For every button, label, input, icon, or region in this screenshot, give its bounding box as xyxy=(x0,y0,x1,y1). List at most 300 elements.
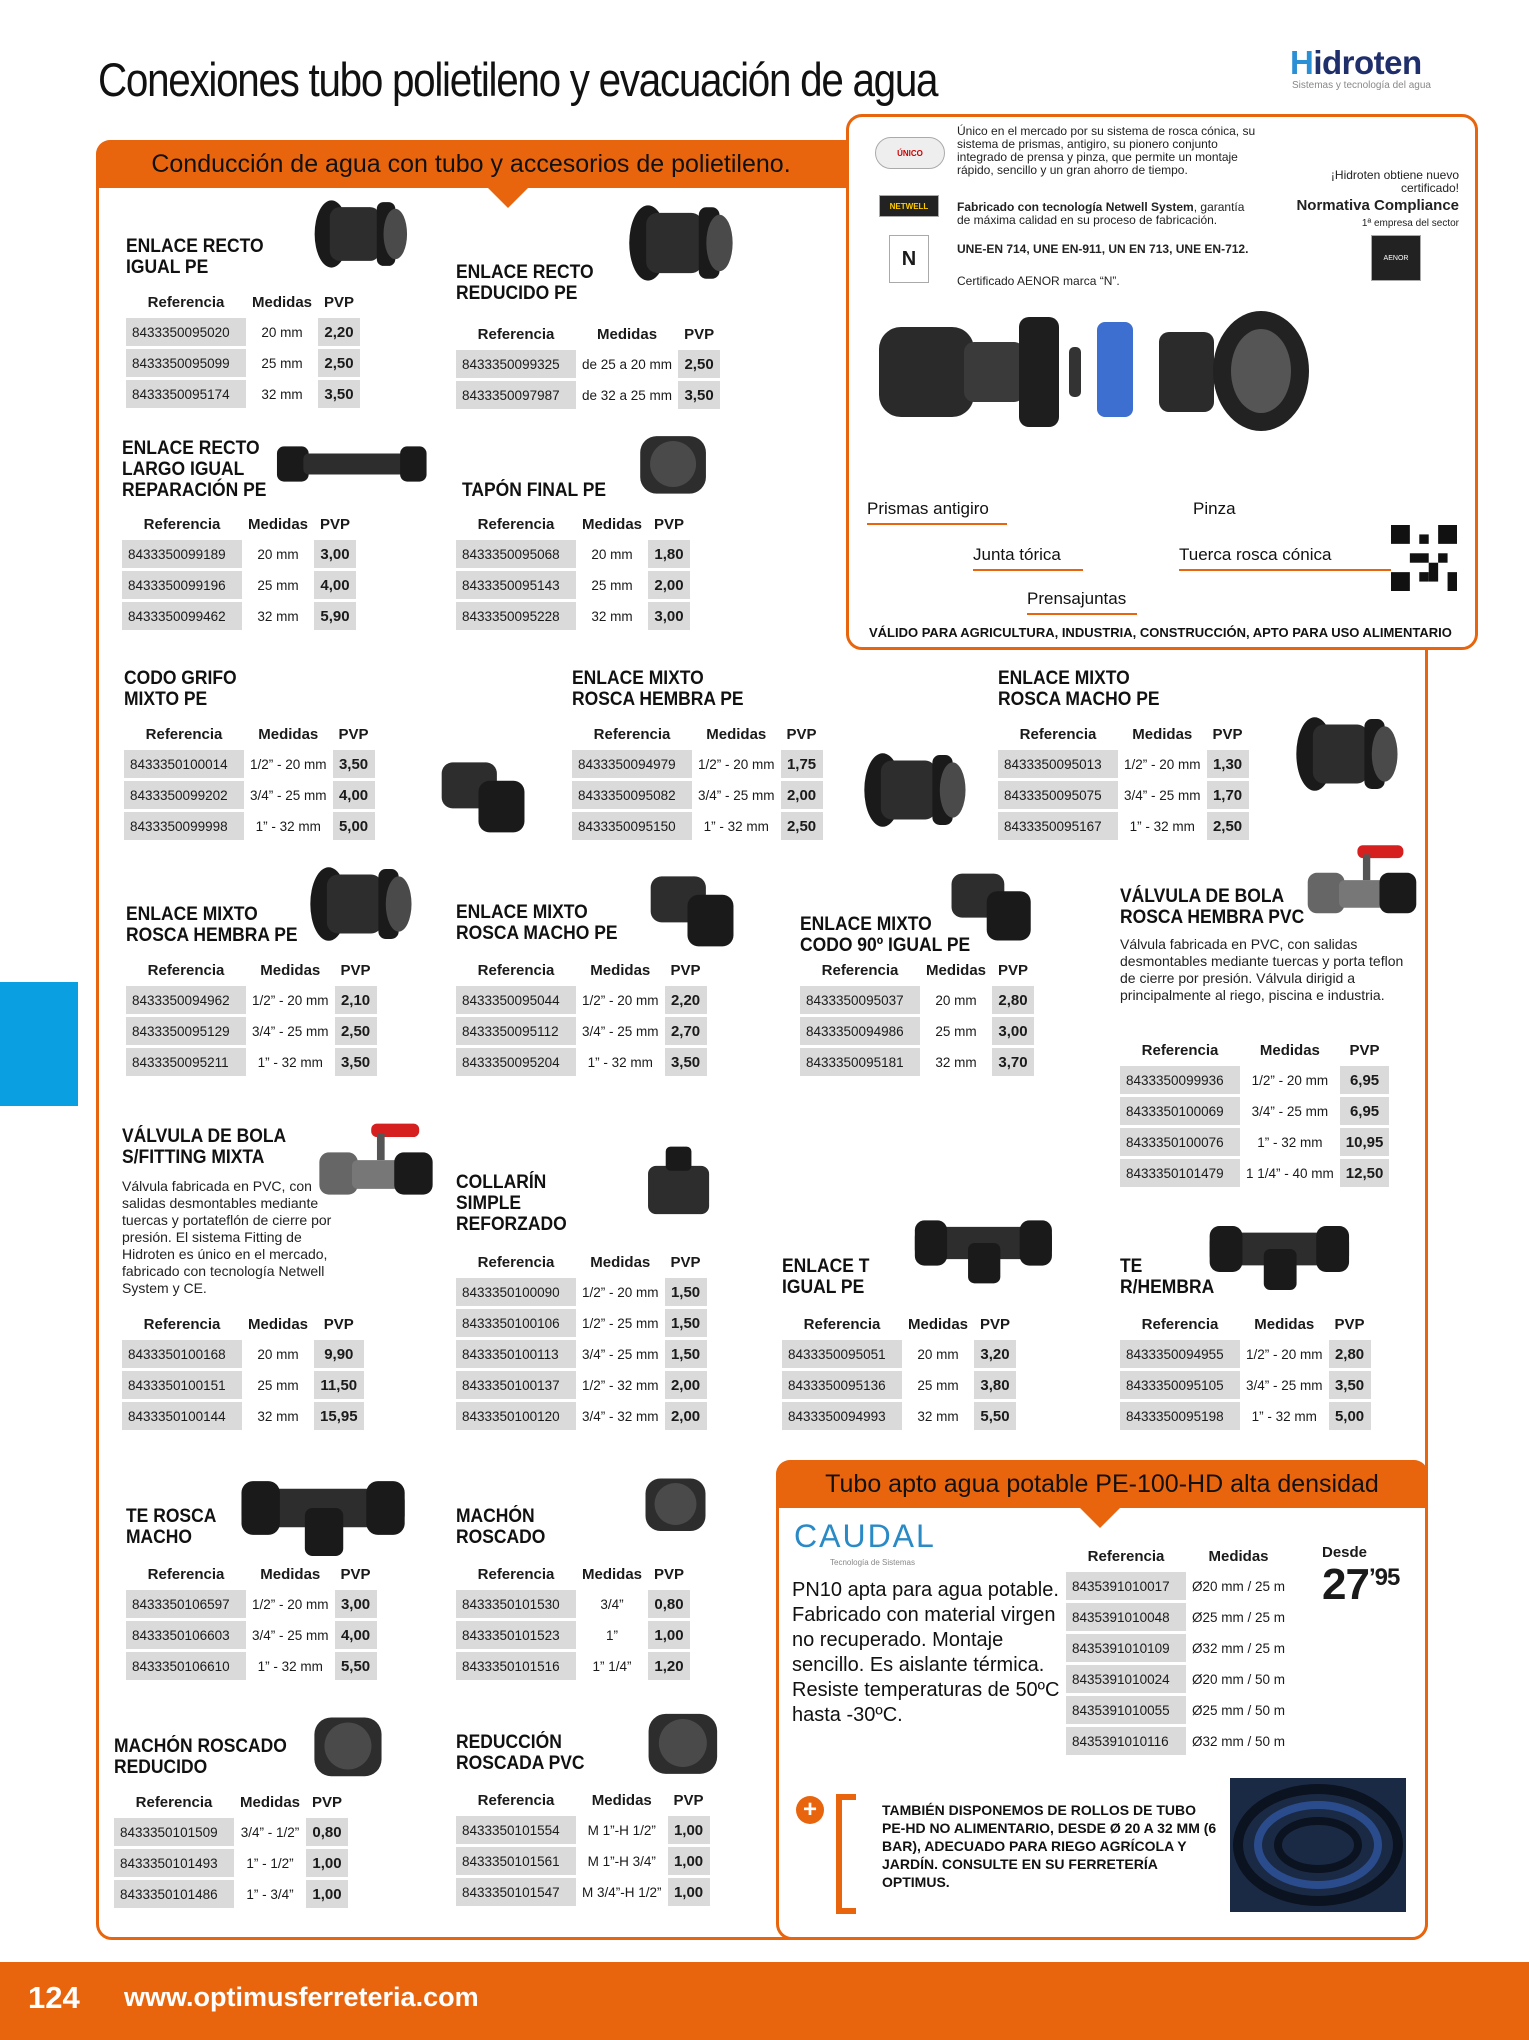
p13-price-table xyxy=(456,1246,707,1433)
pvp-cell: 5,90 xyxy=(314,602,356,630)
ref-cell: 8433350100090 xyxy=(456,1278,576,1306)
pvp-cell: 1,00 xyxy=(668,1816,710,1844)
table-row xyxy=(456,1652,690,1680)
p8-product-image xyxy=(300,858,420,950)
ref-cell: 8433350095204 xyxy=(456,1048,576,1076)
col-header-med: Medidas xyxy=(908,1315,969,1333)
table-row xyxy=(1066,1572,1291,1600)
desde-label: Desde xyxy=(1322,1544,1368,1561)
pvp-cell: 9,90 xyxy=(314,1340,364,1368)
pvp-cell: 5,00 xyxy=(1329,1402,1371,1430)
table-row xyxy=(122,1340,364,1368)
medidas-cell: 3/4” - 32 mm xyxy=(576,1402,665,1430)
ref-cell: 8433350106603 xyxy=(126,1621,246,1649)
p2-title: ENLACE RECTO REDUCIDO PE xyxy=(456,262,594,304)
table-row xyxy=(1120,1066,1389,1094)
col-header-pvp: PVP xyxy=(786,725,817,743)
ref-cell: 8433350099462 xyxy=(122,602,242,630)
pvp-cell: 3,00 xyxy=(992,1017,1034,1045)
normas-text: UNE-EN 714, UNE EN-911, UN EN 713, UNE EN-712. xyxy=(957,242,1249,256)
ref-cell: 8433350095020 xyxy=(126,318,246,346)
pvp-cell: 15,95 xyxy=(314,1402,364,1430)
col-header-med: Medidas xyxy=(582,1565,643,1583)
pvp-cell: 2,80 xyxy=(992,986,1034,1014)
pvp-cell: 2,80 xyxy=(1329,1340,1371,1368)
callout-tuerca: Tuerca rosca cónica xyxy=(1179,545,1332,564)
medidas-cell: 1/2” - 20 mm xyxy=(246,1590,335,1618)
table-row xyxy=(456,602,690,630)
medidas-cell: 20 mm xyxy=(920,986,992,1014)
ref-cell: 8433350095037 xyxy=(800,986,920,1014)
medidas-cell: 1” 1/4” xyxy=(576,1652,648,1680)
netwell-rest: , garantía de máxima calidad en su proceso de fabricación. xyxy=(957,200,1245,227)
pvp-cell: 5,00 xyxy=(333,812,375,840)
medidas-cell: 1/2” - 20 mm xyxy=(576,1278,665,1306)
pvp-cell: 0,80 xyxy=(306,1818,348,1846)
medidas-cell: 1” - 32 mm xyxy=(1118,812,1207,840)
medidas-cell: 1” - 32 mm xyxy=(1240,1402,1329,1430)
medidas-cell: 1 1/4” - 40 mm xyxy=(1240,1159,1340,1187)
col-header-ref: Referencia xyxy=(1141,1315,1219,1333)
pvp-cell: 11,50 xyxy=(314,1371,364,1399)
ref-cell: 8433350094955 xyxy=(1120,1340,1240,1368)
ref-cell: 8433350099189 xyxy=(122,540,242,568)
table-row xyxy=(1066,1603,1291,1631)
medidas-cell: de 32 a 25 mm xyxy=(576,381,678,409)
unico-text: Único en el mercado por su sistema de rosca cónica, su sistema de prismas, antigiro, su pionero conjunto integrado de prensa y pinza, que permite un montaje rápido, sencillo y un gran ahorro de tiempo. xyxy=(957,124,1256,177)
price-int: 27 xyxy=(1322,1560,1369,1609)
callout-junta: Junta tórica xyxy=(973,545,1061,564)
section-side-tab xyxy=(0,982,78,1106)
col-header-ref: Referencia xyxy=(593,725,671,743)
medidas-cell: de 25 a 20 mm xyxy=(576,350,678,378)
table-row xyxy=(126,1048,377,1076)
medidas-cell: 1” - 3/4” xyxy=(234,1880,306,1908)
p3-product-image xyxy=(260,420,440,508)
medidas-cell: 3/4” - 25 mm xyxy=(576,1017,665,1045)
col-header-pvp: PVP xyxy=(340,961,371,979)
p17-product-image xyxy=(638,1462,722,1546)
p13-product-image xyxy=(640,1134,730,1230)
pvp-cell: 1,50 xyxy=(665,1278,707,1306)
fitting-exploded-image xyxy=(869,307,1459,437)
pvp-cell: 3,50 xyxy=(333,750,375,778)
col-header-pvp: PVP xyxy=(673,1791,704,1809)
col-header-pvp: PVP xyxy=(998,961,1029,979)
col-header-ref: Referencia xyxy=(147,1565,225,1583)
ref-cell: 8433350099325 xyxy=(456,350,576,378)
col-header-ref: Referencia xyxy=(477,1253,555,1271)
table-row xyxy=(126,349,360,377)
medidas-cell: 1” xyxy=(576,1621,648,1649)
table-row xyxy=(124,781,375,809)
ref-cell: 8433350100069 xyxy=(1120,1097,1240,1125)
medidas-cell: Ø32 mm / 25 m xyxy=(1186,1634,1291,1662)
col-header-pvp: PVP xyxy=(338,725,369,743)
medidas-cell: Ø25 mm / 50 m xyxy=(1186,1696,1291,1724)
pvp-cell: 1,50 xyxy=(665,1340,707,1368)
medidas-cell: 3/4” - 25 mm xyxy=(1118,781,1207,809)
medidas-cell: 25 mm xyxy=(246,349,318,377)
table-row xyxy=(456,350,720,378)
ref-cell: 8433350100014 xyxy=(124,750,244,778)
ref-cell: 8433350095068 xyxy=(456,540,576,568)
unico-seal-icon xyxy=(875,137,945,169)
potable-banner xyxy=(776,1460,1428,1508)
logo-tagline: Sistemas y tecnología del agua xyxy=(1292,80,1431,91)
table-row xyxy=(782,1371,1016,1399)
col-header-med: Medidas xyxy=(1132,725,1193,743)
pvp-cell: 3,50 xyxy=(665,1048,707,1076)
col-header-med: Medidas xyxy=(591,1791,652,1809)
pvp-cell: 4,00 xyxy=(333,781,375,809)
table-row xyxy=(456,1621,690,1649)
medidas-cell: 25 mm xyxy=(242,1371,314,1399)
ref-cell: 8433350106597 xyxy=(126,1590,246,1618)
ref-cell: 8433350101561 xyxy=(456,1847,576,1875)
ref-cell: 8433350094993 xyxy=(782,1402,902,1430)
ref-cell: 8433350095105 xyxy=(1120,1371,1240,1399)
table-row xyxy=(572,812,823,840)
table-row xyxy=(124,812,375,840)
ref-cell: 8433350095129 xyxy=(126,1017,246,1045)
pvp-cell: 2,50 xyxy=(335,1017,377,1045)
p15-product-image xyxy=(1190,1208,1372,1290)
medidas-cell: 1/2” - 20 mm xyxy=(576,986,665,1014)
table-row xyxy=(456,986,707,1014)
pvp-cell: 6,95 xyxy=(1340,1066,1390,1094)
potable-description: PN10 apta para agua potable. Fabricado con material virgen no recuperado. Montaje sencillo. Es aislante térmica. Resiste temperaturas de 50ºC hasta -30ºC. xyxy=(792,1579,1060,1726)
medidas-cell: 1/2” - 32 mm xyxy=(576,1371,665,1399)
pvp-cell: 1,50 xyxy=(665,1309,707,1337)
pvp-cell: 3,00 xyxy=(648,602,690,630)
col-header-pvp: PVP xyxy=(684,325,715,343)
p18-price-table xyxy=(114,1786,348,1911)
medidas-cell: 3/4” - 25 mm xyxy=(1240,1371,1329,1399)
ref-cell: 8433350095075 xyxy=(998,781,1118,809)
col-header-ref: Referencia xyxy=(803,1315,881,1333)
pvp-cell: 2,00 xyxy=(665,1371,707,1399)
ref-cell: 8433350095099 xyxy=(126,349,246,377)
pvp-cell: 5,50 xyxy=(974,1402,1016,1430)
medidas-cell: 1/2” - 20 mm xyxy=(692,750,781,778)
p9-price-table xyxy=(456,954,707,1079)
medidas-cell: 1/2” - 20 mm xyxy=(1240,1066,1340,1094)
col-header-ref: Referencia xyxy=(135,1793,213,1811)
callout-line xyxy=(973,569,1083,571)
qr-code-icon xyxy=(1391,525,1457,591)
potable-price xyxy=(1322,1560,1399,1610)
pvp-cell: 3,50 xyxy=(335,1048,377,1076)
pvp-cell: 12,50 xyxy=(1340,1159,1390,1187)
pvp-cell: 2,50 xyxy=(1207,812,1249,840)
logo-word: idroten xyxy=(1313,44,1422,81)
p2-product-image xyxy=(610,196,750,290)
ref-cell: 8433350101530 xyxy=(456,1590,576,1618)
pvp-cell: 1,20 xyxy=(648,1652,690,1680)
col-header-med: Medidas xyxy=(597,325,658,343)
p2-price-table xyxy=(456,318,720,412)
valido-text: VÁLIDO PARA AGRICULTURA, INDUSTRIA, CONSTRUCCIÓN, APTO PARA USO ALIMENTARIO xyxy=(869,625,1452,640)
col-header-pvp: PVP xyxy=(670,1253,701,1271)
table-row xyxy=(122,540,356,568)
medidas-cell: 1” - 32 mm xyxy=(246,1652,335,1680)
ref-cell: 8433350095181 xyxy=(800,1048,920,1076)
ref-cell: 8433350095143 xyxy=(456,571,576,599)
p11-price-table xyxy=(1120,1034,1389,1190)
pvp-cell: 2,50 xyxy=(678,350,720,378)
potable-banner-text: Tubo apto agua potable PE-100-HD alta densidad xyxy=(825,1469,1379,1498)
table-row xyxy=(456,1816,710,1844)
ref-cell: 8435391010055 xyxy=(1066,1696,1186,1724)
p11-product-image xyxy=(1300,836,1424,928)
seal-aenor-label: AENOR xyxy=(1383,254,1409,262)
ref-cell: 8433350095051 xyxy=(782,1340,902,1368)
table-row xyxy=(456,1402,707,1430)
table-row xyxy=(456,1278,707,1306)
p14-title: ENLACE T IGUAL PE xyxy=(782,1256,870,1298)
caudal-logo-sub: Tecnología de Sistemas xyxy=(830,1558,915,1567)
ref-cell: 8433350094986 xyxy=(800,1017,920,1045)
ref-cell: 8433350095198 xyxy=(1120,1402,1240,1430)
hidroten-logo xyxy=(1290,44,1470,92)
callout-line xyxy=(1027,613,1137,615)
ref-cell: 8433350095211 xyxy=(126,1048,246,1076)
medidas-cell: 25 mm xyxy=(920,1017,992,1045)
pvp-cell: 2,20 xyxy=(318,318,360,346)
pvp-cell: 2,70 xyxy=(665,1017,707,1045)
medidas-cell: 32 mm xyxy=(242,1402,314,1430)
p10-price-table xyxy=(800,954,1034,1079)
ref-cell: 8433350101547 xyxy=(456,1878,576,1906)
col-header-ref: Referencia xyxy=(143,1315,221,1333)
aenor-n-seal-icon xyxy=(889,235,929,283)
col-header-med: Medidas xyxy=(260,961,321,979)
ref-cell: 8433350100137 xyxy=(456,1371,576,1399)
medidas-cell: 25 mm xyxy=(902,1371,974,1399)
col-header-med: Medidas xyxy=(240,1793,301,1811)
medidas-cell: 1/2” - 20 mm xyxy=(246,986,335,1014)
medidas-cell: 1” - 32 mm xyxy=(246,1048,335,1076)
table-row xyxy=(800,1017,1034,1045)
ref-cell: 8433350100120 xyxy=(456,1402,576,1430)
ref-cell: 8433350099998 xyxy=(124,812,244,840)
aenor-text: Certificado AENOR marca “N”. xyxy=(957,274,1120,288)
p12-title: VÁLVULA DE BOLA S/FITTING MIXTA xyxy=(122,1126,287,1168)
compliance-title: Normativa Compliance xyxy=(1296,197,1459,214)
col-header-med: Medidas xyxy=(590,1253,651,1271)
medidas-cell: Ø20 mm / 25 m xyxy=(1186,1572,1291,1600)
table-row xyxy=(122,1402,364,1430)
compliance-sub: 1ª empresa del sector xyxy=(1361,218,1459,229)
p4-title: TAPÓN FINAL PE xyxy=(462,480,607,501)
pvp-cell: 3,50 xyxy=(678,381,720,409)
netwell-bold: Fabricado con tecnología Netwell System xyxy=(957,200,1194,214)
p7-product-image xyxy=(1284,708,1408,800)
col-header-pvp: PVP xyxy=(340,1565,371,1583)
pvp-cell: 1,00 xyxy=(306,1880,348,1908)
table-row xyxy=(572,781,823,809)
ref-cell: 8433350095174 xyxy=(126,380,246,408)
p18-product-image xyxy=(306,1704,400,1788)
p7-price-table xyxy=(998,718,1249,843)
pvp-cell: 3,50 xyxy=(1329,1371,1371,1399)
seal-n-label: N xyxy=(901,247,917,270)
pvp-cell: 1,00 xyxy=(306,1849,348,1877)
ref-cell: 8433350101493 xyxy=(114,1849,234,1877)
medidas-cell: 3/4” - 25 mm xyxy=(692,781,781,809)
medidas-cell: 20 mm xyxy=(242,540,314,568)
col-header-pvp: PVP xyxy=(1349,1041,1380,1059)
table-row xyxy=(456,1309,707,1337)
ref-cell: 8433350094979 xyxy=(572,750,692,778)
table-row xyxy=(126,380,360,408)
col-header-ref: Referencia xyxy=(477,1791,555,1809)
ref-cell: 8433350095013 xyxy=(998,750,1118,778)
p9-product-image xyxy=(634,858,752,950)
col-header-pvp: PVP xyxy=(323,1315,354,1333)
medidas-cell: 1/2” - 25 mm xyxy=(576,1309,665,1337)
table-row xyxy=(1120,1159,1389,1187)
table-row xyxy=(456,1048,707,1076)
table-row xyxy=(122,1371,364,1399)
page-footer xyxy=(0,1962,1529,2040)
table-row xyxy=(122,602,356,630)
medidas-cell: 1” - 32 mm xyxy=(692,812,781,840)
table-row xyxy=(1120,1097,1389,1125)
col-header-med: Medidas xyxy=(1208,1547,1269,1565)
table-row xyxy=(126,1621,377,1649)
p16-product-image xyxy=(230,1460,420,1556)
medidas-cell: M 3/4”-H 1/2” xyxy=(576,1878,668,1906)
medidas-cell: 32 mm xyxy=(920,1048,992,1076)
col-header-ref: Referencia xyxy=(147,961,225,979)
p16-title: TE ROSCA MACHO xyxy=(126,1506,217,1548)
medidas-cell: 25 mm xyxy=(242,571,314,599)
col-header-pvp: PVP xyxy=(670,961,701,979)
plus-icon: + xyxy=(796,1796,824,1824)
table-row xyxy=(456,1340,707,1368)
table-row xyxy=(114,1818,348,1846)
col-header-ref: Referencia xyxy=(1141,1041,1219,1059)
col-header-pvp: PVP xyxy=(312,1793,343,1811)
ref-cell: 8433350106610 xyxy=(126,1652,246,1680)
medidas-cell: 1/2” - 20 mm xyxy=(1240,1340,1329,1368)
medidas-cell: 3/4” - 25 mm xyxy=(244,781,333,809)
table-row xyxy=(126,1017,377,1045)
medidas-cell: 25 mm xyxy=(576,571,648,599)
table-row xyxy=(998,781,1249,809)
p8-price-table xyxy=(126,954,377,1079)
col-header-pvp: PVP xyxy=(654,515,685,533)
col-header-ref: Referencia xyxy=(1019,725,1097,743)
pvp-cell: 2,10 xyxy=(335,986,377,1014)
medidas-cell: 32 mm xyxy=(576,602,648,630)
section-banner xyxy=(96,140,846,188)
caudal-logo: CAUDAL xyxy=(794,1518,936,1554)
medidas-cell: 3/4” xyxy=(576,1590,648,1618)
medidas-cell: M 1”-H 3/4” xyxy=(576,1847,668,1875)
p19-title: REDUCCIÓN ROSCADA PVC xyxy=(456,1732,585,1774)
col-header-ref: Referencia xyxy=(1087,1547,1165,1565)
medidas-cell: 1” - 32 mm xyxy=(1240,1128,1340,1156)
medidas-cell: 32 mm xyxy=(246,380,318,408)
table-row xyxy=(800,1048,1034,1076)
col-header-ref: Referencia xyxy=(143,515,221,533)
p3-price-table xyxy=(122,508,356,633)
ref-cell: 8433350099196 xyxy=(122,571,242,599)
ref-cell: 8433350101554 xyxy=(456,1816,576,1844)
table-row xyxy=(126,318,360,346)
table-row xyxy=(1120,1128,1389,1156)
medidas-cell: M 1”-H 1/2” xyxy=(576,1816,668,1844)
table-row xyxy=(126,1590,377,1618)
pvp-cell: 1,00 xyxy=(648,1621,690,1649)
col-header-ref: Referencia xyxy=(477,515,555,533)
pvp-cell: 2,00 xyxy=(648,571,690,599)
p10-title: ENLACE MIXTO CODO 90º IGUAL PE xyxy=(800,914,971,956)
ref-cell: 8435391010109 xyxy=(1066,1634,1186,1662)
potable-notch xyxy=(1080,1508,1120,1528)
seal-netwell-label: NETWELL xyxy=(889,201,929,211)
ref-cell: 8435391010017 xyxy=(1066,1572,1186,1600)
col-header-pvp: PVP xyxy=(980,1315,1011,1333)
table-row xyxy=(114,1880,348,1908)
pvp-cell: 3,70 xyxy=(992,1048,1034,1076)
page-number: 124 xyxy=(28,1980,80,2015)
col-header-med: Medidas xyxy=(590,961,651,979)
ref-cell: 8433350095150 xyxy=(572,812,692,840)
logo-letter: H xyxy=(1290,44,1314,81)
medidas-cell: Ø32 mm / 50 m xyxy=(1186,1727,1291,1755)
medidas-cell: 1/2” - 20 mm xyxy=(1118,750,1207,778)
pvp-cell: 0,80 xyxy=(648,1590,690,1618)
footer-url[interactable]: www.optimusferreteria.com xyxy=(124,1982,479,2012)
medidas-cell: Ø20 mm / 50 m xyxy=(1186,1665,1291,1693)
p14-product-image xyxy=(910,1188,1060,1298)
p11-description: Válvula fabricada en PVC, con salidas desmontables mediante tuercas y porta teflon de cierre por presión. Válvula dirigid a principalmente al riego, piscina e industria. xyxy=(1120,936,1404,1003)
table-row xyxy=(456,1017,707,1045)
ref-cell: 8433350101509 xyxy=(114,1818,234,1846)
col-header-ref: Referencia xyxy=(477,961,555,979)
p1-title: ENLACE RECTO IGUAL PE xyxy=(126,236,264,278)
table-row xyxy=(1066,1634,1291,1662)
col-header-med: Medidas xyxy=(582,515,643,533)
netwell-seal-icon xyxy=(879,195,939,217)
ref-cell: 8433350101486 xyxy=(114,1880,234,1908)
netwell-text xyxy=(957,201,1257,227)
p4-product-image xyxy=(632,420,724,508)
medidas-cell: 32 mm xyxy=(902,1402,974,1430)
col-header-ref: Referencia xyxy=(477,1565,555,1583)
bracket-decoration xyxy=(836,1794,856,1914)
table-row xyxy=(1120,1371,1371,1399)
ref-cell: 8433350099936 xyxy=(1120,1066,1240,1094)
table-row xyxy=(456,1590,690,1618)
callout-line xyxy=(867,523,1007,525)
table-row xyxy=(782,1340,1016,1368)
p15-title: TE R/HEMBRA xyxy=(1120,1256,1215,1298)
pvp-cell: 1,00 xyxy=(668,1847,710,1875)
pvp-cell: 1,00 xyxy=(668,1878,710,1906)
table-row xyxy=(1066,1727,1291,1755)
pvp-cell: 2,20 xyxy=(665,986,707,1014)
pvp-cell: 10,95 xyxy=(1340,1128,1390,1156)
table-row xyxy=(456,1847,710,1875)
pvp-cell: 3,00 xyxy=(314,540,356,568)
col-header-med: Medidas xyxy=(1254,1315,1315,1333)
table-row xyxy=(114,1849,348,1877)
